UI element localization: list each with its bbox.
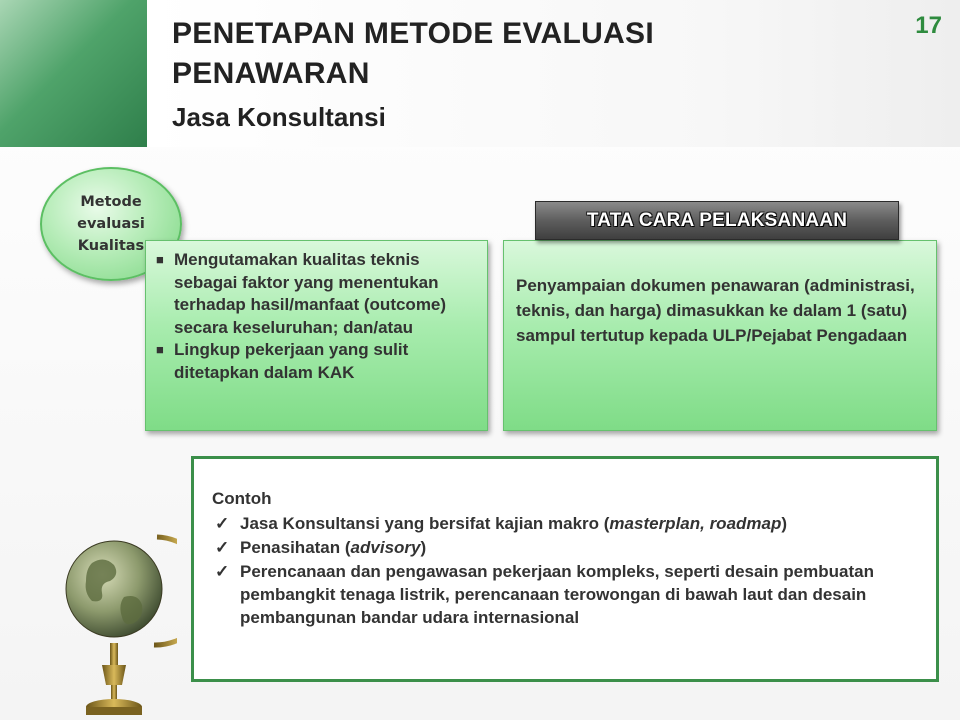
example-text-end: ) bbox=[420, 538, 427, 557]
example-text: Penasihatan ( bbox=[240, 538, 351, 557]
example-text: Jasa Konsultansi yang bersifat kajian makro ( bbox=[240, 514, 610, 533]
slide-title: PENETAPAN METODE EVALUASI PENAWARAN bbox=[172, 17, 654, 90]
example-item bbox=[212, 512, 918, 535]
globe-icon bbox=[62, 525, 177, 720]
criteria-item bbox=[156, 339, 477, 384]
example-box bbox=[191, 456, 939, 682]
criteria-panel bbox=[145, 240, 488, 431]
example-list bbox=[212, 512, 918, 629]
checkmark-icon: ✓ bbox=[215, 562, 230, 581]
criteria-list bbox=[156, 249, 477, 384]
square-bullet-icon: ■ bbox=[156, 342, 164, 357]
procedure-header: TATA CARA PELAKSANAAN bbox=[535, 201, 899, 240]
example-item bbox=[212, 560, 918, 629]
example-heading: Contoh bbox=[212, 489, 272, 508]
criteria-item bbox=[156, 249, 477, 339]
procedure-text: Penyampaian dokumen penawaran (administrasi, teknis, dan harga) dimasukkan ke dalam 1 (satu) sampul tertutup kepada ULP/Pejabat Pengadaan bbox=[516, 276, 915, 345]
example-text-italic: advisory bbox=[350, 538, 421, 557]
example-text-end: ) bbox=[781, 514, 788, 533]
criteria-item-text: Lingkup pekerjaan yang sulit ditetapkan dalam KAK bbox=[174, 340, 409, 382]
example-text-italic: masterplan, roadmap bbox=[609, 514, 782, 533]
corner-decoration bbox=[0, 0, 147, 147]
square-bullet-icon: ■ bbox=[156, 252, 164, 267]
checkmark-icon: ✓ bbox=[215, 514, 230, 533]
page-number: 17 bbox=[915, 12, 942, 39]
example-text: Perencanaan dan pengawasan pekerjaan kompleks, seperti desain pembuatan pembangkit tenaga listrik, perencanaan terowongan di bawah laut dan desain pembangunan bandar udara internasional bbox=[240, 562, 874, 627]
criteria-item-text: Mengutamakan kualitas teknis sebagai faktor yang menentukan terhadap hasil/manfaat (outcome) secara keseluruhan; dan/atau bbox=[174, 250, 447, 337]
method-label: Metode evaluasi Kualitas bbox=[77, 194, 145, 254]
example-item bbox=[212, 536, 918, 559]
checkmark-icon: ✓ bbox=[215, 538, 230, 557]
slide-subtitle: Jasa Konsultansi bbox=[172, 102, 386, 132]
procedure-panel bbox=[503, 240, 937, 431]
